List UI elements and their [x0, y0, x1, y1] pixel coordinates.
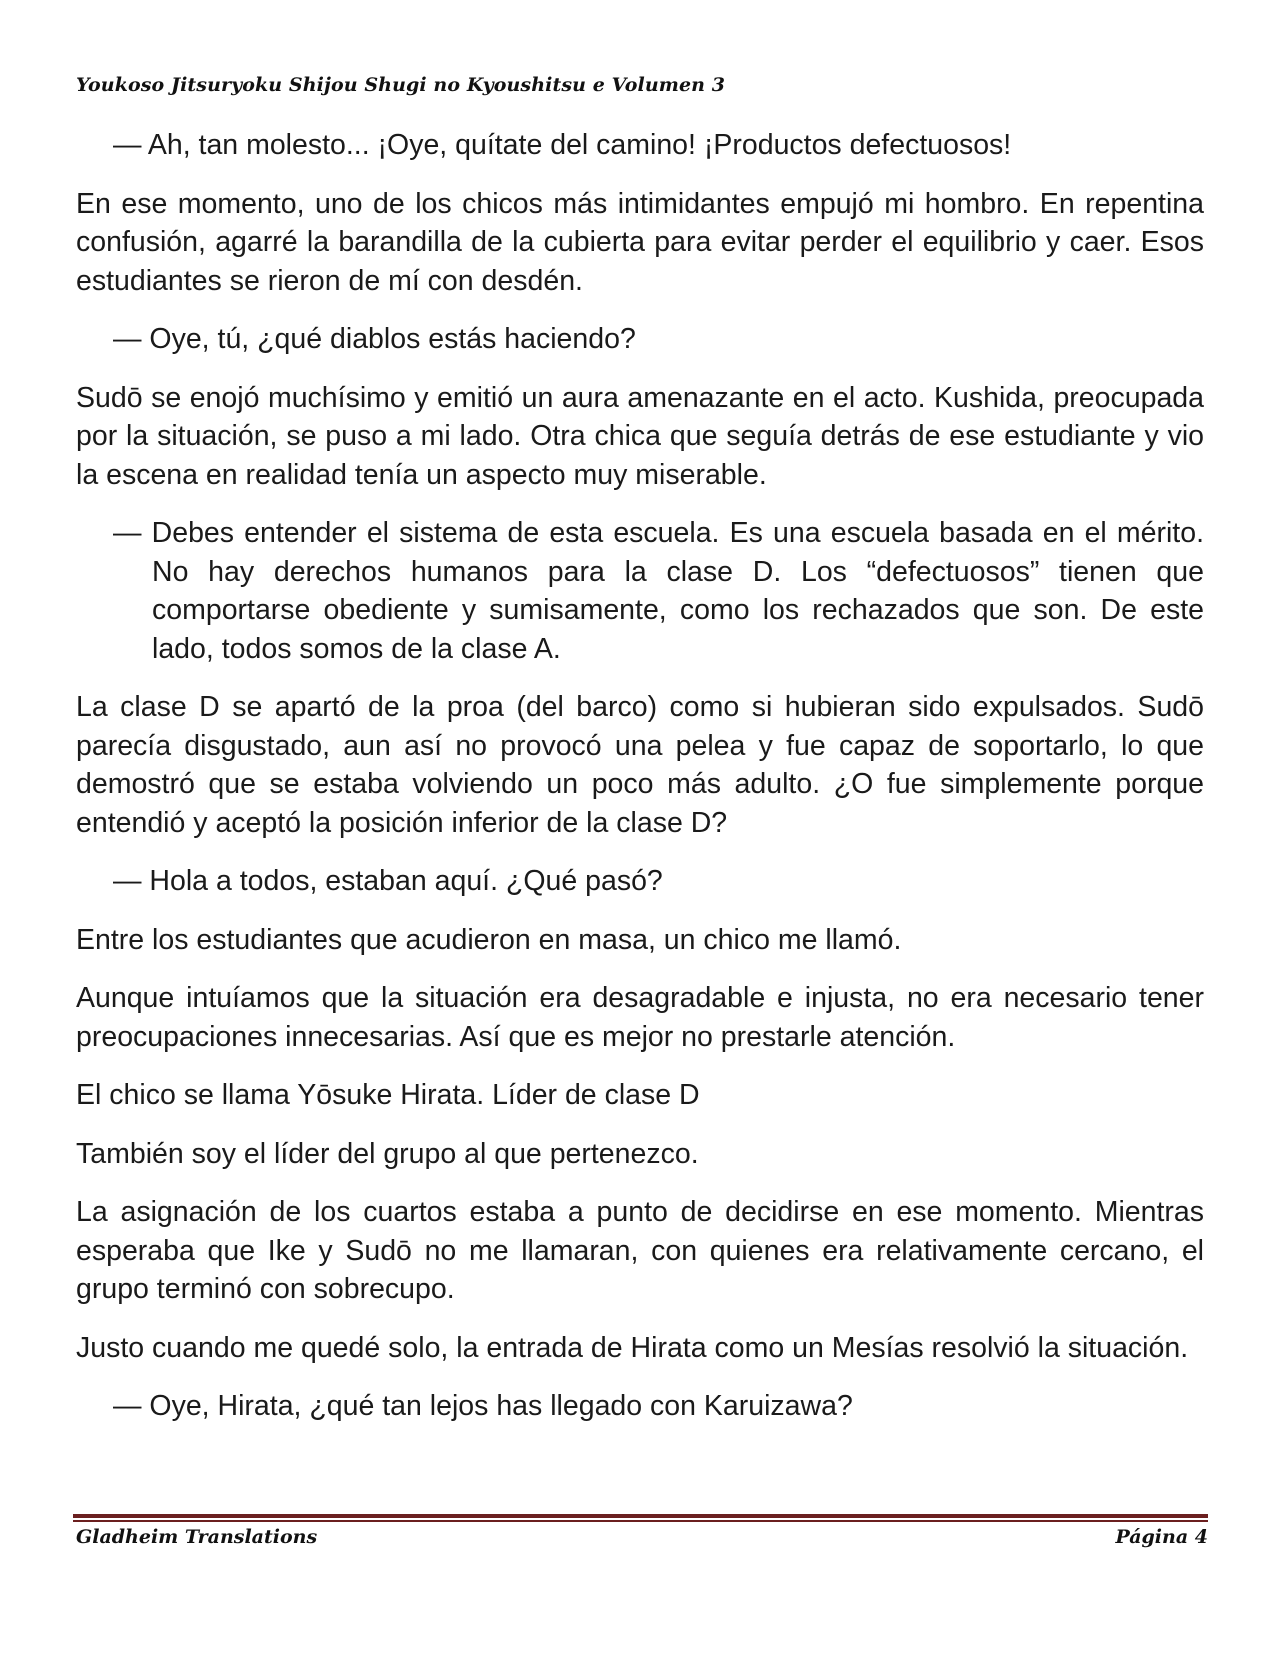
dialogue-line: — Oye, Hirata, ¿qué tan lejos has llegado con Karuizawa?	[113, 1390, 853, 1422]
paragraph: Aunque intuíamos que la situación era desagradable e injusta, no era necesario tener preocupaciones innecesarias. Así que es mejor no prestarle atención.	[76, 982, 1204, 1053]
paragraph: El chico se llama Yōsuke Hirata. Líder de clase D	[76, 1079, 700, 1111]
page-body	[76, 126, 1204, 1446]
running-header: Youkoso Jitsuryoku Shijou Shugi no Kyoushitsu e Volumen 3	[76, 74, 726, 96]
dialogue-line: — Hola a todos, estaban aquí. ¿Qué pasó?	[113, 865, 663, 897]
paragraph: Justo cuando me quedé solo, la entrada de Hirata como un Mesías resolvió la situación.	[76, 1331, 1189, 1364]
paragraph: La clase D se apartó de la proa (del barco) como si hubieran sido expulsados. Sudō parecía disgustado, aun así no provocó una pelea y fue capaz de soportarlo, lo que demostró que se estaba volviendo un poco más adulto. ¿O fue simplemente porque entendió y aceptó la posición inferior de la clase D?	[76, 691, 1204, 839]
footer-divider	[73, 1514, 1208, 1518]
dialogue-line: — Debes entender el sistema de esta escuela. Es una escuela basada en el mérito. No hay derechos humanos para la clase D. Los “defectuosos” tienen que comportarse obediente y sumisamente, como los rechazados que son. De este lado, todos somos de la clase A.	[113, 517, 1204, 665]
footer-divider-thin	[73, 1520, 1208, 1522]
paragraph: También soy el líder del grupo al que pertenezco.	[76, 1137, 699, 1170]
paragraph: Entre los estudiantes que acudieron en masa, un chico me llamó.	[76, 923, 902, 956]
paragraph: En ese momento, uno de los chicos más intimidantes empujó mi hombro. En repentina confusión, agarré la barandilla de la cubierta para evitar perder el equilibrio y caer. Esos estudiantes se rieron de mí con desdén.	[76, 187, 1204, 297]
footer-credit: Gladheim Translations	[76, 1526, 318, 1548]
page-number: Página 4	[1115, 1526, 1208, 1548]
dialogue-line: — Ah, tan molesto... ¡Oye, quítate del camino! ¡Productos defectuosos!	[113, 129, 1012, 161]
paragraph: Sudō se enojó muchísimo y emitió un aura amenazante en el acto. Kushida, preocupada por la situación, se puso a mi lado. Otra chica que seguía detrás de ese estudiante y vio la escena en realidad tenía un aspecto muy miserable.	[76, 381, 1204, 491]
dialogue-line: — Oye, tú, ¿qué diablos estás haciendo?	[113, 323, 636, 355]
paragraph: La asignación de los cuartos estaba a punto de decidirse en ese momento. Mientras esperaba que Ike y Sudō no me llamaran, con quienes era relativamente cercano, el grupo terminó con sobrecupo.	[76, 1196, 1204, 1305]
